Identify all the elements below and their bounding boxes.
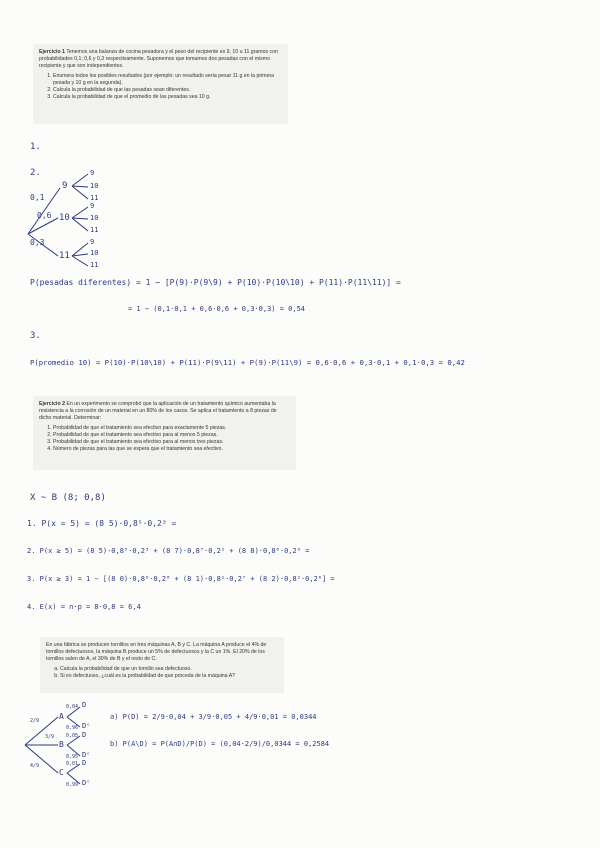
tree1-leaf: 10	[90, 249, 99, 257]
branch	[67, 736, 80, 756]
tree2-leaf-D: D	[82, 759, 87, 767]
tree1-leaf: 10	[90, 214, 99, 222]
answer-number-3: 3.	[30, 331, 41, 341]
equation-different-weights-result: = 1 − (0,1·0,1 + 0,6·0,6 + 0,3·0,3) = 0,54	[128, 305, 306, 313]
binomial-distribution: X ~ B (8; 0,8)	[30, 493, 106, 503]
tree2-leaf-D: D	[82, 701, 87, 709]
tree1-leaf: 11	[90, 261, 99, 269]
list-item: 3. Calcula la probabilidad de que el promedio de las pesadas sea 10 g.	[53, 94, 282, 101]
list-item: 2. Calcula la probabilidad de que las pesadas sean diferentes.	[53, 87, 282, 94]
tree2-node-B: B	[59, 740, 64, 749]
tree2-node-A: A	[59, 712, 64, 721]
tree2-prob-Dc-B: 0,95	[66, 754, 79, 760]
list-item: 2. Probabilidad de que el tratamiento sea efectivo para al menos 5 piezas.	[53, 432, 290, 439]
binomial-answer-3: 3. P(x ≥ 3) = 1 − [(8 0)·0,8⁰·0,2⁸ + (8 1)·0,8¹·0,2⁷ + (8 2)·0,8²·0,2⁶] =	[27, 575, 335, 583]
tree1-node-9: 9	[62, 181, 68, 191]
branch	[67, 764, 80, 784]
branch	[67, 707, 80, 727]
list-item: 3. Probabilidad de que el tratamiento sea efectivo para al menos tres piezas.	[53, 439, 290, 446]
tree1-leaf: 9	[90, 238, 95, 246]
tree2-prob-Dc-C: 0,99	[66, 782, 79, 788]
tree1-leaf: 11	[90, 226, 99, 234]
tree2-prob-D-B: 0,05	[66, 733, 79, 739]
answer-a-total-probability: a) P(D) = 2/9·0,04 + 3/9·0,05 + 4/9·0,01 = 0,0344	[110, 713, 317, 721]
tree1-prob-1: 0,1	[30, 193, 45, 202]
tree2-leaf-Dc: Dᶜ	[82, 779, 91, 787]
list-item: 4. Número de piezas para las que se espera que el tratamiento sea efectivo.	[53, 446, 290, 453]
tree2-leaf-D: D	[82, 731, 87, 739]
exercise-3-statement: En una fábrica se producen tornillos en tres máquinas A, B y C. La máquina A produce el 4% de tornillos defectuosos, la máquina B produce un 5% de defectuosos y la C un 1%. El 20% de los tornillos salen de A, el 30% de B y el resto de C.	[46, 642, 267, 663]
list-item: b. Si es defectuoso, ¿cuál es la probabilidad de que proceda de la máquina A?	[60, 673, 278, 680]
tree2-leaf-Dc: Dᶜ	[82, 751, 91, 759]
binomial-answer-4: 4. E(x) = n·p = 8·0,8 = 6,4	[27, 603, 141, 611]
equation-different-weights: P(pesadas diferentes) = 1 − [P(9)·P(9\9) + P(10)·P(10\10) + P(11)·P(11\11)] =	[30, 278, 401, 287]
tree1-prob-3: 0,3	[30, 238, 45, 247]
tree1-leaf: 11	[90, 194, 99, 202]
tree2-prob-D-A: 0,04	[66, 704, 79, 710]
tree1-leaf: 9	[90, 169, 95, 177]
tree2-weight-B: 3/9	[45, 734, 55, 740]
list-item: 1. Probabilidad de que el tratamiento sea efectivo para exactamente 5 piezas.	[53, 425, 290, 432]
binomial-answer-1: 1. P(x = 5) = (8 5)·0,8⁵·0,2³ =	[27, 519, 177, 528]
tree1-prob-2: 0,6	[37, 211, 52, 220]
binomial-answer-2: 2. P(x ≥ 5) = (8 5)·0,8⁵·0,2³ + (8 7)·0,8⁷·0,2¹ + (8 8)·0,8⁸·0,2⁰ =	[27, 547, 310, 555]
tree1-leaf: 9	[90, 202, 95, 210]
exercise-2-statement: Ejercicio 2 En un experimento se comprobó que la aplicación de un tratamiento químico aumentaba la resistencia a la corrosión de un material en un 80% de los casos. Se aplica el tratamiento a 8 piezas de dicho material. Determinar:	[39, 401, 277, 422]
tree2-leaf-Dc: Dᶜ	[82, 722, 91, 730]
tree1-node-10: 10	[59, 213, 70, 223]
list-item: a. Calcula la probabilidad de que un tornillo sea defectuoso.	[60, 666, 278, 673]
exercise-1-statement: Ejercicio 1 Tenemos una balanza de cocina pesadora y el peso del recipiente es 9, 10 u 11 gramos con probabilidades 0,1; 0,6 y 0,3 respectivamente. Suponemos que tomamos dos pesadas con el mismo recipiente y que son independientes.	[39, 49, 278, 70]
tree2-weight-C: 4/9	[30, 763, 40, 769]
tree1-leaf: 10	[90, 182, 99, 190]
answer-number-1: 1.	[30, 142, 41, 152]
tree2-node-C: C	[59, 768, 64, 777]
tree1-node-11: 11	[59, 251, 70, 261]
list-item: 1. Enumera todos los posibles resultados (por ejemplo: un resultado sería pesar 11 g en la primera pesada y 10 g en la segunda).	[53, 73, 282, 87]
answer-b-bayes: b) P(A\D) = P(A∩D)/P(D) = (0,04·2/9)/0,0344 = 0,2584	[110, 740, 330, 748]
tree2-prob-D-C: 0,01	[66, 761, 79, 767]
equation-average-10: P(promedio 10) = P(10)·P(10\10) + P(11)·P(9\11) + P(9)·P(11\9) = 0,6·0,6 + 0,3·0,1 + 0,1·0,3 = 0,42	[30, 358, 465, 367]
tree2-prob-Dc-A: 0,96	[66, 725, 79, 731]
answer-number-2: 2.	[30, 168, 41, 178]
tree2-weight-A: 2/9	[30, 718, 40, 724]
